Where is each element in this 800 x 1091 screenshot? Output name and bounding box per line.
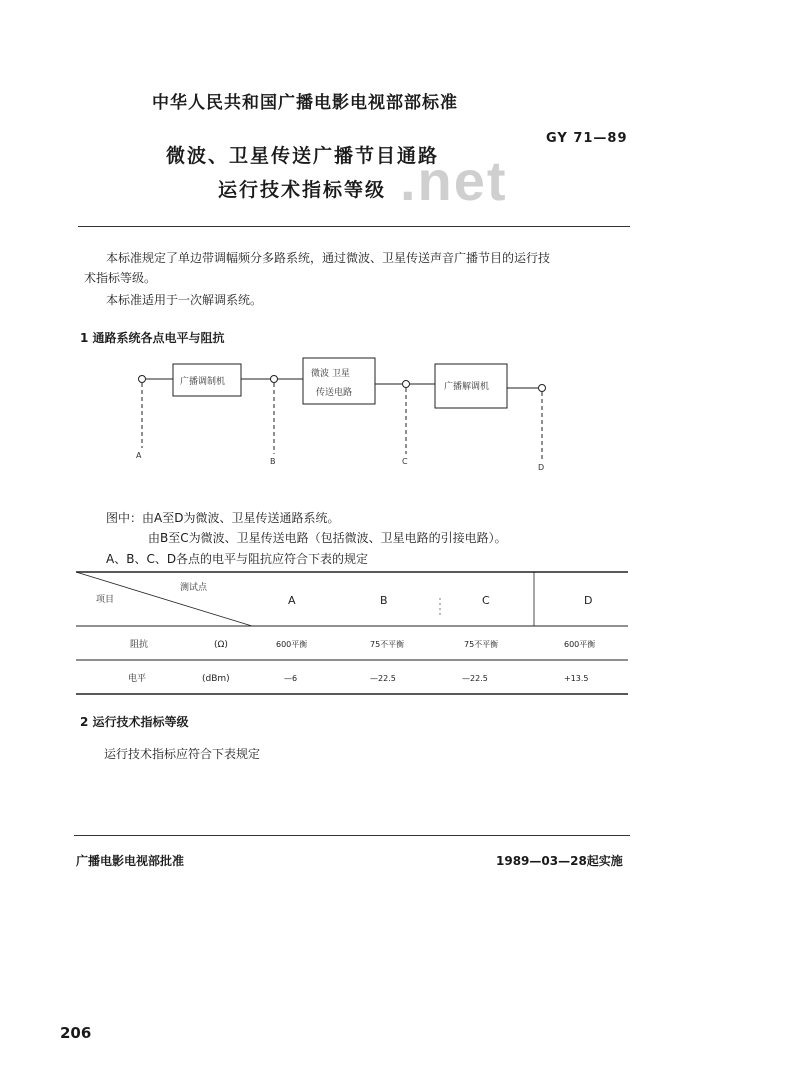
section-2-heading: 2 运行技术指标等级	[80, 715, 189, 729]
box-transmission-label-1: 微波 卫星	[311, 369, 350, 379]
node-a	[139, 376, 146, 383]
col-header-b: B	[380, 594, 388, 607]
standard-code: GY 71—89	[546, 131, 628, 146]
box-transmission-label-2: 传送电路	[316, 388, 353, 398]
document-title-line2: 运行技术指标等级	[218, 179, 387, 201]
table-cell: 600平衡	[276, 640, 308, 649]
table-cell: 75不平衡	[370, 640, 405, 649]
table-cell: +13.5	[564, 674, 589, 683]
intro-line-1: 本标准规定了单边带调幅频分多路系统，通过微波、卫星传送声音广播节目的运行技	[106, 251, 551, 265]
col-header-c: C	[482, 594, 490, 607]
approving-authority: 广播电影电视部批准	[76, 854, 185, 868]
intro-line-2: 术指标等级。	[84, 271, 157, 285]
watermark: .net	[400, 149, 508, 212]
level-impedance-table	[0, 568, 800, 698]
table-cell: 600平衡	[564, 640, 596, 649]
point-label-c: C	[402, 457, 408, 466]
table-corner-bottom: 项目	[96, 595, 115, 605]
issuing-organization: 中华人民共和国广播电影电视部部标准	[152, 93, 458, 113]
section-2-text: 运行技术指标应符合下表规定	[104, 747, 261, 761]
signal-path-diagram	[0, 350, 800, 480]
diagram-note-2: 由B至C为微波、卫星传送电路（包括微波、卫星电路的引接电路）。	[148, 531, 507, 545]
table-corner-top: 测试点	[180, 583, 208, 593]
document-title-line1: 微波、卫星传送广播节目通路	[166, 145, 440, 167]
node-d	[539, 385, 546, 392]
point-label-a: A	[136, 451, 142, 460]
row-level-unit: (dBm)	[202, 674, 230, 684]
row-level-name: 电平	[128, 674, 147, 684]
point-label-b: B	[270, 457, 276, 466]
point-label-d: D	[538, 463, 545, 472]
page-number: 206	[60, 1024, 92, 1042]
box-demodulator-label: 广播解调机	[444, 382, 490, 392]
section-1-heading: 1 通路系统各点电平与阻抗	[80, 331, 225, 345]
effective-date: 1989—03—28起实施	[496, 854, 623, 868]
col-header-d: D	[584, 594, 593, 607]
col-header-a: A	[288, 594, 296, 607]
footer-divider	[74, 835, 630, 836]
row-impedance-name: 阻抗	[130, 640, 149, 650]
node-b	[271, 376, 278, 383]
table-cell: 75不平衡	[464, 640, 499, 649]
box-modulator-label: 广播调制机	[180, 377, 226, 387]
table-cell: —22.5	[462, 674, 488, 683]
diagram-note-1: 图中：由A至D为微波、卫星传送通路系统。	[106, 511, 340, 525]
table-cell: —22.5	[370, 674, 396, 683]
intro-line-3: 本标准适用于一次解调系统。	[106, 293, 263, 307]
table-cell: —6	[284, 674, 298, 683]
node-c	[403, 381, 410, 388]
diagram-note-3: A、B、C、D各点的电平与阻抗应符合下表的规定	[106, 552, 369, 566]
title-divider	[78, 226, 630, 227]
row-impedance-unit: (Ω)	[214, 640, 228, 650]
